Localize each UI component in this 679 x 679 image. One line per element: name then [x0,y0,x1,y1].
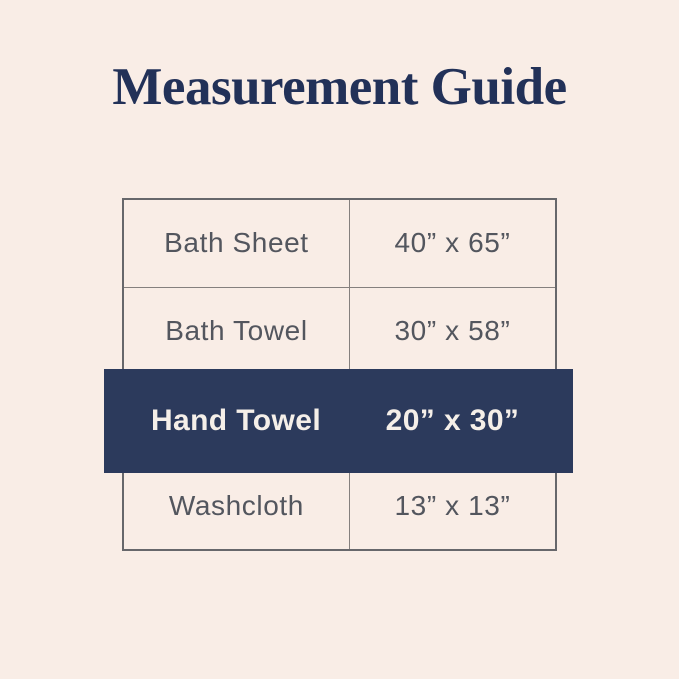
item-label: Bath Towel [124,288,350,375]
table-row-bath-sheet [124,200,555,287]
table-row-washcloth [124,462,555,550]
item-label: Washcloth [124,463,350,550]
item-label: Bath Sheet [124,200,350,287]
item-dimensions: 13” x 13” [394,489,511,521]
highlighted-item-dimensions: 20” x 30” [385,404,520,437]
item-dimensions: 30” x 58” [394,314,511,346]
item-dimensions: 40” x 65” [394,227,511,259]
table-row-bath-towel [124,287,555,375]
page-title: Measurement Guide [112,58,567,116]
highlighted-item-label: Hand Towel [150,404,322,437]
highlight-band-hand-towel [104,369,573,473]
